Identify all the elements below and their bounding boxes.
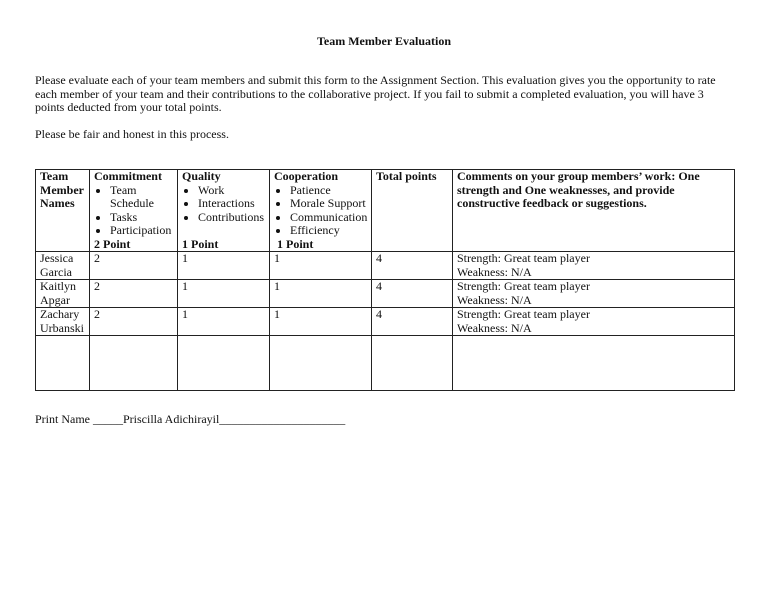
cooperation-score: 1 bbox=[270, 280, 372, 308]
cooperation-points: 1 Point bbox=[277, 236, 314, 251]
list-item: • Participation bbox=[110, 224, 177, 238]
comments-cell bbox=[453, 280, 735, 308]
total-score: 4 bbox=[372, 280, 453, 308]
quality-score: 1 bbox=[178, 308, 270, 336]
commitment-score: 2 bbox=[90, 308, 178, 336]
table-row bbox=[36, 308, 735, 336]
weakness-text: Weakness: N/A bbox=[457, 320, 532, 335]
strength-text: Strength: Great team player bbox=[457, 279, 590, 293]
weakness-text: Weakness: N/A bbox=[457, 292, 532, 307]
header-cooperation bbox=[270, 170, 372, 252]
commitment-label: Commitment bbox=[94, 169, 162, 183]
weakness-text: Weakness: N/A bbox=[457, 264, 532, 279]
quality-score: 1 bbox=[178, 252, 270, 280]
list-item: • Morale Support bbox=[290, 197, 371, 211]
list-item: • Interactions bbox=[198, 197, 269, 211]
list-item: • Efficiency bbox=[290, 224, 371, 238]
quality-score: 1 bbox=[178, 280, 270, 308]
strength-text: Strength: Great team player bbox=[457, 251, 590, 265]
strength-text: Strength: Great team player bbox=[457, 307, 590, 321]
empty-row bbox=[36, 336, 735, 391]
table-row bbox=[36, 252, 735, 280]
total-score: 4 bbox=[372, 308, 453, 336]
commitment-points: 2 Point bbox=[94, 236, 131, 251]
header-quality bbox=[178, 170, 270, 252]
cooperation-label: Cooperation bbox=[274, 169, 338, 183]
print-name-line: Print Name _____Priscilla Adichirayil_____________________ bbox=[35, 412, 346, 426]
member-name: Kaitlyn Apgar bbox=[36, 280, 90, 308]
quality-label: Quality bbox=[182, 169, 221, 183]
evaluation-table bbox=[35, 169, 735, 391]
cooperation-score: 1 bbox=[270, 252, 372, 280]
fairness-note: Please be fair and honest in this process. bbox=[35, 127, 229, 141]
list-item: • Contributions bbox=[198, 211, 269, 225]
list-item: • Work bbox=[198, 184, 269, 198]
total-score: 4 bbox=[372, 252, 453, 280]
page-title: Team Member Evaluation bbox=[317, 34, 451, 48]
commitment-score: 2 bbox=[90, 252, 178, 280]
quality-points: 1 Point bbox=[182, 236, 219, 251]
header-comments: Comments on your group members’ work: One strength and One weaknesses, and provide constructive feedback or suggestions. bbox=[453, 170, 735, 252]
header-names: Team Member Names bbox=[36, 170, 90, 252]
list-item: • Communication bbox=[290, 211, 371, 225]
member-name: Jessica Garcia bbox=[36, 252, 90, 280]
header-commitment bbox=[90, 170, 178, 252]
comments-cell bbox=[453, 252, 735, 280]
list-item: • Tasks bbox=[110, 211, 177, 225]
comments-cell bbox=[453, 308, 735, 336]
table-header-row bbox=[36, 170, 735, 252]
header-total: Total points bbox=[372, 170, 453, 252]
cooperation-score: 1 bbox=[270, 308, 372, 336]
list-item: • Patience bbox=[290, 184, 371, 198]
instructions-paragraph: Please evaluate each of your team members and submit this form to the Assignment Section. This evaluation gives you the opportunity to rate each member of your team and their contributions to the collaborative project. If you fail to submit a completed evaluation, you will have 3 points deducted from your total points. bbox=[35, 73, 716, 115]
list-item: • Team Schedule bbox=[110, 184, 177, 211]
commitment-score: 2 bbox=[90, 280, 178, 308]
member-name: Zachary Urbanski bbox=[36, 308, 90, 336]
table-row bbox=[36, 280, 735, 308]
